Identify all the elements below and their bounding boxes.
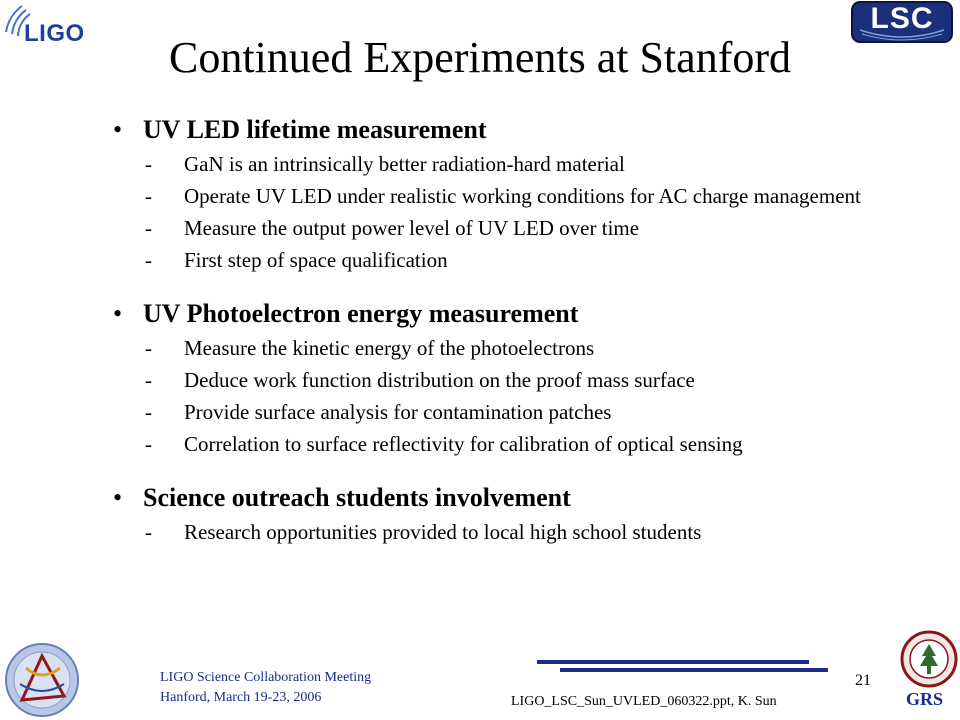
dash-icon: - — [145, 400, 152, 424]
footer-meeting-line1: LIGO Science Collaboration Meeting — [160, 670, 372, 685]
slide-title: Continued Experiments at Stanford — [169, 33, 791, 82]
dash-icon: - — [145, 184, 152, 208]
section-heading: UV LED lifetime measurement — [143, 115, 487, 144]
ligo-wordmark: LIGO — [24, 20, 85, 47]
ligo-seal-icon — [2, 638, 82, 720]
dash-icon: - — [145, 336, 152, 360]
footer-meeting-line2: Hanford, March 19-23, 2006 — [160, 690, 322, 705]
footer-meeting-info — [160, 668, 371, 708]
list-item: - GaN is an intrinsically better radiation-hard material — [145, 148, 933, 180]
section-uv-led-lifetime — [113, 112, 933, 276]
lsc-wordmark: LSC — [870, 2, 934, 35]
section-heading: UV Photoelectron energy measurement — [143, 299, 579, 328]
page-number: 21 — [855, 672, 871, 689]
footer-file-info: LIGO_LSC_Sun_UVLED_060322.ppt, K. Sun — [511, 694, 777, 709]
list-item: - Operate UV LED under realistic working conditions for AC charge management — [145, 180, 933, 212]
section-heading: Science outreach students involvement — [143, 483, 571, 512]
bullet-icon: • — [113, 299, 123, 328]
dash-icon: - — [145, 368, 152, 392]
list-item: - First step of space qualification — [145, 244, 933, 276]
dash-icon: - — [145, 432, 152, 456]
list-item: - Measure the kinetic energy of the photoelectrons — [145, 332, 933, 364]
footer-rule — [560, 668, 828, 672]
section-science-outreach — [113, 480, 933, 548]
sub-list — [113, 332, 933, 460]
slide-content — [113, 112, 933, 568]
dash-icon: - — [145, 152, 152, 176]
sub-list — [113, 148, 933, 276]
grs-label: GRS — [906, 689, 944, 709]
sub-list — [113, 516, 933, 548]
dash-icon: - — [145, 520, 152, 544]
list-item: - Provide surface analysis for contamination patches — [145, 396, 933, 428]
list-item: - Correlation to surface reflectivity for calibration of optical sensing — [145, 428, 933, 460]
bullet-icon: • — [113, 483, 123, 512]
bullet-icon: • — [113, 115, 123, 144]
list-item: - Research opportunities provided to local high school students — [145, 516, 933, 548]
stanford-seal-icon — [900, 630, 958, 688]
list-item: - Measure the output power level of UV LED over time — [145, 212, 933, 244]
section-photoelectron-energy — [113, 296, 933, 460]
footer-rule — [537, 660, 809, 664]
dash-icon: - — [145, 248, 152, 272]
list-item: - Deduce work function distribution on the proof mass surface — [145, 364, 933, 396]
dash-icon: - — [145, 216, 152, 240]
